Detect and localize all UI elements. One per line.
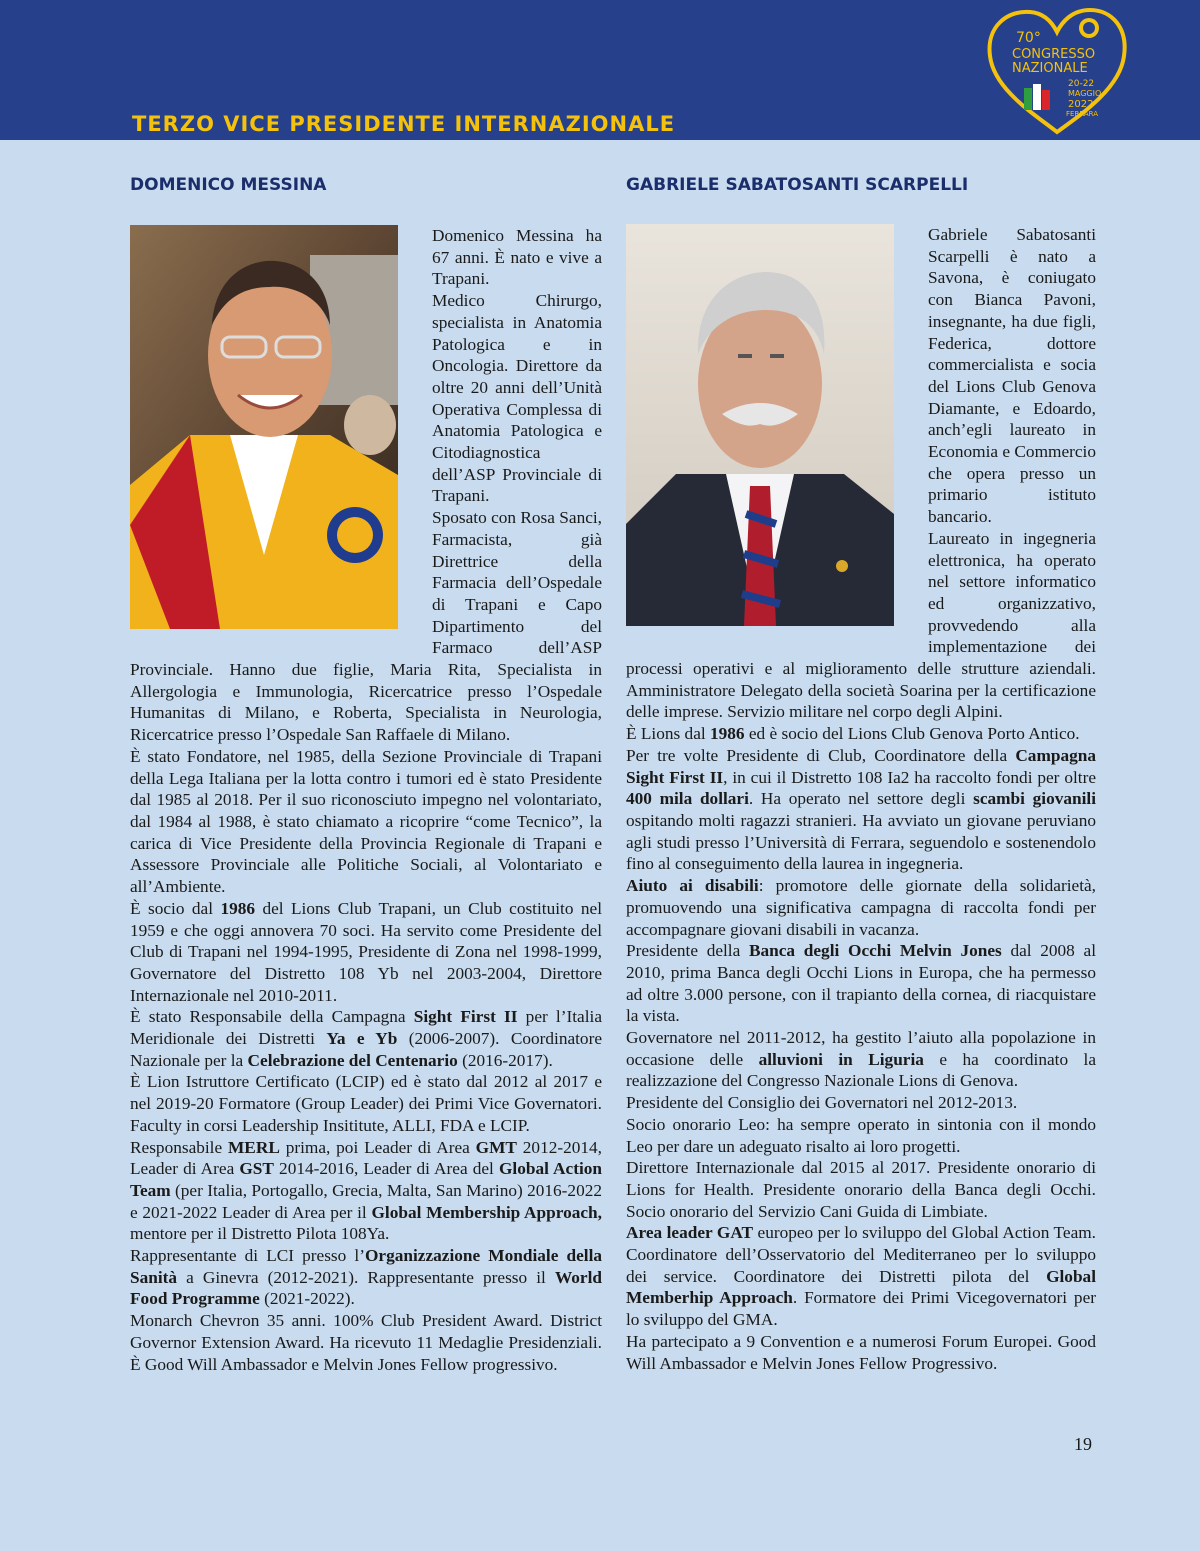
logo-date-days: 20-22 [1068,79,1095,89]
page-number: 19 [1074,1434,1092,1454]
portrait-photo-icon [130,225,398,629]
profile-domenico-messina [130,175,602,1375]
portrait-photo-icon [626,224,894,626]
profile-body [626,224,1096,1374]
profile-gabriele-sabatosanti-scarpelli [626,175,1096,1374]
bold-text: GST [239,1159,274,1179]
bold-text: Sight First II [413,1007,518,1027]
bold-text: GMT [475,1137,517,1157]
profile-body [130,225,602,1375]
paragraph: Presidente del Consiglio dei Governatori nel 2012-2013. [626,1093,1018,1113]
paragraph: Sposato con Rosa Sanci, Farmacista, già Direttrice della Farmacia dell’Ospedale di Trapani e Capo Dipartimento del Farmaco dell’ASP Provinciale. Hanno due figlie, Maria Rita, Specialista in Allergologia e Immunologia, Ricercatrice presso l’Ospedale Humanitas di Milano, e Roberta, Specialista in Neurologia, Ricercatrice presso l’Ospedale San Raffaele di Milano. [130,508,602,745]
section-title: TERZO VICE PRESIDENTE INTERNAZIONALE [132,112,676,136]
paragraph: Governatore nel 2011-2012, ha gestito l’aiuto alla popolazione in occasione delle alluvioni in Liguria e ha coordinato la realizzazione del Congresso Nazionale Lions di Genova. [626,1028,1097,1091]
bold-text: World Food Programme [130,1267,602,1309]
paragraph: È stato Fondatore, nel 1985, della Sezione Provinciale di Trapani della Lega Italiana per la lotta contro i tumori ed è stato Presidente dal 1985 al 2018. Per il suo riconosciuto impegno nel volontariato, dal 1984 al 1988, è stato chiamato a ricoprire “come Tecnico”, la carica di Vice Presidente della Provincia Regionale di Trapani e Assessore Provinciale alle Politiche Sociali, al Volontariato e all’Ambiente. [130,746,602,897]
bold-text: Banca degli Occhi Melvin Jones [748,941,1002,961]
paragraph: Medico Chirurgo, specialista in Anatomia Patologica e in Oncologia. Direttore da oltre 20 anni dell’Unità Operativa Complessa di Anatomia Patologica e Citodiagnostica dell’ASP Provinciale di Trapani. [432,291,602,506]
profile-name: DOMENICO MESSINA [130,175,327,195]
logo-date-month: MAGGIO [1068,89,1102,98]
bold-text: 400 mila dollari [626,789,749,809]
paragraph: È Lion Istruttore Certificato (LCIP) ed è stato dal 2012 al 2017 e nel 2019-20 Formatore (Group Leader) dei Primi Vice Governatori. Faculty in corsi Leadership Insititute, ALLI, FDA e LCIP. [130,1072,602,1135]
bold-text: Area leader GAT [626,1223,754,1243]
bold-text: Global Memberhip Approach [626,1266,1096,1308]
paragraph: Rappresentante di LCI presso l’Organizzazione Mondiale della Sanità a Ginevra (2012-2021). Rappresentante presso il World Food Programme (2021-2022). [130,1246,603,1309]
logo-line2: CONGRESSO [1012,47,1096,62]
bold-text: scambi giovanili [973,789,1097,809]
bold-text: 1986 [710,724,745,744]
paragraph: Monarch Chevron 35 anni. 100% Club President Award. District Governor Extension Award. Ha ricevuto 11 Medaglie Presidenziali. È Good Will Ambassador e Melvin Jones Fellow progressivo. [130,1311,602,1374]
logo-date-year: 2022 [1068,99,1094,110]
congress-logo-icon [982,4,1132,138]
logo-date-city: FERRARA [1066,110,1099,118]
bold-text: 1986 [220,898,256,918]
paragraph: Ha partecipato a 9 Convention e a numerosi Forum Europei. Good Will Ambassador e Melvin Jones Fellow Progressivo. [626,1331,1096,1373]
bold-text: Organizzazione Mondiale della Sanità [130,1246,603,1287]
bold-text: MERL [228,1137,280,1157]
paragraph: Gabriele Sabatosanti Scarpelli è nato a Savona, è coniugato con Bianca Pavoni, insegnante, ha due figli, Federica, dottore commercialista e socia del Lions Club Genova Diamante, e Edoardo, anch’egli laureato in Economia e Commercio che opera presso un primario istituto bancario. [928,225,1096,527]
logo-line1: 70° [1016,30,1041,46]
bold-text: Aiuto ai disabili [626,876,759,896]
bold-text: Campagna Sight First II [626,745,1096,787]
bold-text: Ya e Yb [326,1029,398,1049]
paragraph: Laureato in ingegneria elettronica, ha operato nel settore informatico ed organizzativo, provvedendo alla implementazione dei processi operativi e al miglioramento delle strutture aziendali. Amministratore Delegato della società Soarina per la certificazione delle imprese. Servizio militare nel corpo degli Alpini. [626,528,1096,722]
bold-text: Global Action Team [130,1159,603,1200]
paragraph: Socio onorario Leo: ha sempre operato in sintonia con il mondo Leo per dare un adeguato risalto ai loro progetti. [626,1114,1096,1156]
bold-text: alluvioni in Liguria [758,1049,924,1069]
paragraph: È socio dal 1986 del Lions Club Trapani, un Club costituito nel 1959 e che oggi annovera 70 soci. Ha servito come Presidente del Club di Trapani nel 1994-1995, Presidente di Zona nel 1998-1999, Governatore del Distretto 108 Yb nel 2003-2004, Direttore Internazionale nel 2010-2011. [130,898,603,1005]
profile-name: GABRIELE SABATOSANTI SCARPELLI [626,175,969,195]
bold-text: Global Membership Approach, [371,1202,602,1222]
paragraph: È stato Responsabile della Campagna Sight First II per l’Italia Meridionale dei Distretti Ya e Yb (2006-2007). Coordinatore Nazionale per la Celebrazione del Centenario (2016-2017). [130,1007,602,1070]
paragraph: Presidente della Banca degli Occhi Melvin Jones dal 2008 al 2010, prima Banca degli Occhi Lions in Europa, che ha permesso ad oltre 3.000 persone, con il trapianto della cornea, di riacquistare la vista. [626,941,1096,1026]
logo-line3: NAZIONALE [1012,61,1088,76]
paragraph: Responsabile MERL prima, poi Leader di Area GMT 2012-2014, Leader di Area GST 2014-2016, Leader di Area del Global Action Team (per Italia, Portogallo, Grecia, Malta, San Marino) 2016-2022 e 2021-2022 Leader di Area per il Global Membership Approach, mentore per il Distretto Pilota 108Ya. [130,1137,603,1244]
paragraph: Domenico Messina ha 67 anni. È nato e vive a Trapani. [432,226,602,289]
paragraph: Direttore Internazionale dal 2015 al 2017. Presidente onorario di Lions for Health. Presidente onorario della Banca degli Occhi. Socio onorario del Servizio Cani Guida di Limbiate. [626,1158,1096,1221]
paragraph: Aiuto ai disabili: promotore delle giornate della solidarietà, promuovendo una significativa campagna di raccolta fondi per accompagnare giovani disabili in vacanza. [626,876,1096,939]
paragraph: Area leader GAT europeo per lo sviluppo del Global Action Team. Coordinatore dell’Osservatorio del Mediterraneo per lo sviluppo dei service. Coordinatore dei Distretti pilota del Global Memberhip Approach. Formatore dei Primi Vicegovernatori per lo sviluppo del GMA. [626,1223,1096,1330]
paragraph: Per tre volte Presidente di Club, Coordinatore della Campagna Sight First II, in cui il Distretto 108 Ia2 ha raccolto fondi per oltre 400 mila dollari. Ha operato nel settore degli scambi giovanili ospitando molti ragazzi stranieri. Ha avviato un giovane peruviano agli studi presso l’Università di Ferrara, seguendolo e sostenendolo fino al conseguimento della laurea in ingegneria. [626,745,1097,874]
bold-text: Celebrazione del Centenario [247,1050,458,1070]
paragraph: È Lions dal 1986 ed è socio del Lions Club Genova Porto Antico. [626,724,1080,744]
